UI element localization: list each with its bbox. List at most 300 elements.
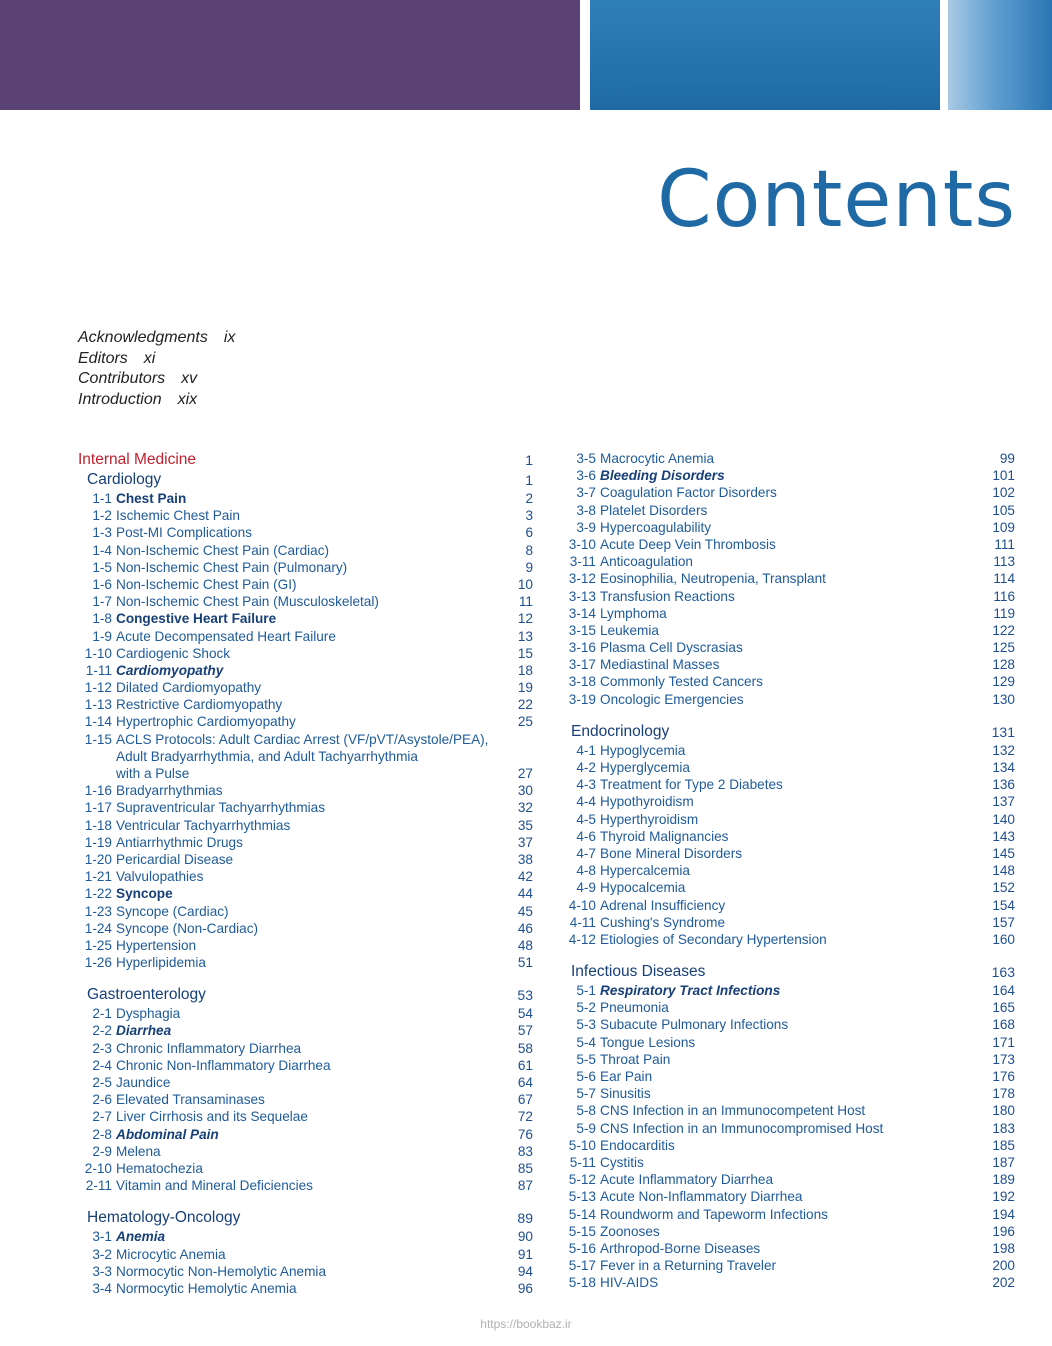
entry-title: CNS Infection in an Immunocompromised Host: [600, 1120, 884, 1136]
toc-entry[interactable]: [78, 799, 533, 816]
page-number: 94: [517, 1263, 533, 1279]
toc-entry[interactable]: [78, 1057, 533, 1074]
entry-title: Treatment for Type 2 Diabetes: [600, 777, 783, 793]
toc-entry[interactable]: [78, 696, 533, 713]
entry-title: Dysphagia: [116, 1006, 181, 1022]
toc-entry-continuation[interactable]: [78, 748, 533, 765]
entry-title: Subacute Pulmonary Infections: [600, 1017, 789, 1033]
toc-entry[interactable]: [78, 885, 533, 902]
toc-entry[interactable]: [562, 776, 1015, 793]
toc-entry[interactable]: [562, 1034, 1015, 1051]
page-number: 164: [992, 983, 1015, 999]
page-number: 72: [517, 1109, 533, 1125]
toc-entry[interactable]: [78, 903, 533, 920]
toc-entry[interactable]: [78, 868, 533, 885]
toc-entry[interactable]: [78, 645, 533, 662]
entry-number: 2-6: [92, 1092, 112, 1108]
entry-title: Throat Pain: [600, 1051, 671, 1067]
page-number: 96: [517, 1280, 533, 1296]
entry-title: Roundworm and Tapeworm Infections: [600, 1206, 828, 1222]
toc-entry[interactable]: [562, 639, 1015, 656]
page-number: 32: [517, 800, 533, 816]
entry-number: 1-1: [92, 491, 112, 506]
entry-title: Acute Non-Inflammatory Diarrhea: [600, 1189, 803, 1205]
page-number: 128: [992, 657, 1015, 673]
entry-title: Ventricular Tachyarrhythmias: [116, 817, 291, 833]
toc-entry[interactable]: [562, 1051, 1015, 1068]
entry-title: Chest Pain: [116, 491, 187, 506]
toc-entry[interactable]: [78, 1280, 533, 1297]
entry-number: 4-2: [576, 760, 596, 775]
entry-title: Acute Decompensated Heart Failure: [116, 628, 336, 644]
toc-entry[interactable]: [562, 742, 1015, 759]
page-number: 85: [517, 1160, 533, 1176]
page-number: 171: [992, 1034, 1015, 1050]
chapter-title: Cardiology: [87, 471, 162, 488]
entry-number: 4-5: [576, 811, 596, 827]
toc-entry-continuation[interactable]: [78, 765, 533, 782]
page-number: 154: [992, 897, 1015, 913]
page-number: 9: [525, 559, 533, 575]
page-number: 202: [992, 1275, 1015, 1291]
entry-title: Non-Ischemic Chest Pain (Musculoskeletal): [116, 594, 379, 610]
chapter-heading[interactable]: [78, 470, 533, 490]
entry-title: Anticoagulation: [600, 554, 693, 570]
chapter-title: Hematology-Oncology: [87, 1209, 241, 1227]
entry-title: Hypocalcemia: [600, 880, 686, 896]
entry-title: Acute Inflammatory Diarrhea: [600, 1172, 774, 1188]
front-matter-item[interactable]: [78, 390, 235, 411]
page-number: 90: [517, 1229, 533, 1245]
toc-entry[interactable]: [562, 1068, 1015, 1085]
entry-title: Coagulation Factor Disorders: [600, 485, 777, 501]
toc-entry[interactable]: [78, 1022, 533, 1039]
entry-title: Thyroid Malignancies: [600, 828, 729, 844]
entry-title: Melena: [116, 1143, 161, 1159]
page-number: 165: [992, 1000, 1015, 1016]
entry-number: 5-14: [568, 1206, 596, 1222]
page-number: 160: [992, 931, 1015, 947]
toc-entry[interactable]: [562, 982, 1015, 999]
entry-number: 2-5: [92, 1075, 112, 1090]
page-number: 196: [992, 1223, 1015, 1239]
page-number: 140: [992, 811, 1015, 827]
toc-entry[interactable]: [562, 845, 1015, 862]
toc-entry[interactable]: [78, 954, 533, 971]
toc-entry[interactable]: [562, 1240, 1015, 1257]
chapter-heading[interactable]: [78, 985, 533, 1005]
entry-number: 5-13: [568, 1189, 596, 1205]
entry-title: Transfusion Reactions: [600, 588, 735, 604]
toc-entry[interactable]: [562, 519, 1015, 536]
entry-number: 5-4: [576, 1034, 596, 1050]
entry-title: Abdominal Pain: [116, 1126, 219, 1142]
entry-number: 3-14: [568, 605, 596, 621]
entry-number: 4-1: [576, 742, 596, 758]
toc-entry[interactable]: [562, 605, 1015, 622]
entry-number: 4-9: [576, 880, 596, 896]
toc-entry[interactable]: [78, 1074, 533, 1091]
toc-entry[interactable]: [78, 679, 533, 696]
toc-entry[interactable]: [562, 1188, 1015, 1205]
page-number: 101: [992, 468, 1015, 484]
entry-title: Post-MI Complications: [116, 525, 252, 541]
entry-number: 1-6: [92, 576, 112, 592]
page-number: 64: [517, 1075, 533, 1090]
page-number: 83: [517, 1143, 533, 1159]
page-number: 109: [992, 519, 1015, 535]
entry-title: Acute Deep Vein Thrombosis: [600, 536, 776, 552]
entry-number: 2-8: [92, 1126, 112, 1142]
page-number: 25: [517, 714, 533, 730]
toc-entry[interactable]: [78, 937, 533, 954]
toc-entry[interactable]: [562, 811, 1015, 828]
toc-entry[interactable]: [78, 1091, 533, 1108]
page-number: 99: [999, 451, 1015, 466]
page-number: 91: [517, 1246, 533, 1262]
toc-entry[interactable]: [562, 588, 1015, 605]
page-number: 185: [992, 1137, 1015, 1153]
entry-number: 5-16: [568, 1240, 596, 1256]
toc-entry[interactable]: [78, 507, 533, 524]
toc-entry[interactable]: [562, 622, 1015, 639]
page-number: 157: [992, 914, 1015, 930]
toc-entry[interactable]: [78, 576, 533, 593]
toc-entry[interactable]: [562, 999, 1015, 1016]
entry-number: 1-13: [84, 697, 112, 713]
entry-number: 3-4: [92, 1280, 112, 1296]
entry-title: Zoonoses: [600, 1223, 660, 1239]
entry-number: 1-21: [84, 869, 112, 885]
chapter-title: Infectious Diseases: [571, 963, 706, 981]
entry-number: 1-20: [84, 851, 112, 867]
entry-number: 5-10: [568, 1137, 596, 1153]
entry-title: HIV-AIDS: [600, 1275, 659, 1291]
front-matter-page: xv: [181, 370, 198, 388]
entry-title: Adrenal Insufficiency: [600, 897, 726, 913]
entry-title: Normocytic Non-Hemolytic Anemia: [116, 1263, 327, 1279]
page-number: 67: [517, 1092, 533, 1108]
entry-title: Cystitis: [600, 1154, 644, 1170]
section-heading[interactable]: [78, 450, 533, 470]
page-number: 8: [525, 542, 533, 558]
page-number: 30: [517, 783, 533, 799]
toc-entry[interactable]: [562, 1274, 1015, 1291]
toc-entry[interactable]: [562, 1120, 1015, 1137]
entry-title: Chronic Inflammatory Diarrhea: [116, 1040, 302, 1056]
entry-number: 3-18: [568, 674, 596, 690]
entry-number: 1-3: [92, 525, 112, 541]
entry-title: ACLS Protocols: Adult Cardiac Arrest (VF/pVT/Asystole/PEA),: [116, 731, 489, 747]
page-number: 1: [525, 472, 533, 488]
toc-entry[interactable]: [562, 467, 1015, 484]
toc-entry[interactable]: [78, 1040, 533, 1057]
entry-title: Leukemia: [600, 622, 659, 638]
toc-entry[interactable]: [78, 1177, 533, 1194]
toc-entry[interactable]: [562, 450, 1015, 467]
entry-number: 3-5: [576, 451, 596, 466]
entry-title: Adult Bradyarrhythmia, and Adult Tachyarrhythmia: [116, 748, 418, 764]
page-number: 102: [992, 485, 1015, 501]
page-number: 198: [992, 1240, 1015, 1256]
page-number: 152: [992, 880, 1015, 896]
page-number: 19: [517, 680, 533, 696]
toc-entry[interactable]: [562, 828, 1015, 845]
front-matter-item[interactable]: [78, 349, 235, 370]
page-number: 200: [992, 1258, 1015, 1274]
entry-title: Liver Cirrhosis and its Sequelae: [116, 1109, 308, 1125]
entry-number: 5-5: [576, 1051, 596, 1067]
toc-entry[interactable]: [78, 782, 533, 799]
toc-entry[interactable]: [562, 1171, 1015, 1188]
entry-title: with a Pulse: [116, 766, 190, 781]
entry-number: 3-13: [568, 588, 596, 604]
entry-title: Pericardial Disease: [116, 851, 234, 867]
toc-entry[interactable]: [78, 542, 533, 559]
front-matter-item[interactable]: [78, 328, 235, 349]
entry-number: 3-12: [568, 571, 596, 587]
toc-entry[interactable]: [78, 610, 533, 627]
page-number: 130: [992, 691, 1015, 707]
entry-number: 1-16: [84, 783, 112, 799]
entry-title: Bone Mineral Disorders: [600, 845, 743, 861]
entry-title: Oncologic Emergencies: [600, 691, 744, 707]
entry-number: 3-6: [576, 468, 596, 484]
toc-entry[interactable]: [78, 834, 533, 851]
entry-number: 3-10: [568, 536, 596, 552]
entry-title: Hyperlipidemia: [116, 955, 206, 971]
toc-entry[interactable]: [78, 713, 533, 730]
entry-number: 5-18: [568, 1275, 596, 1291]
toc-entry[interactable]: [78, 662, 533, 679]
page-number: 22: [517, 697, 533, 713]
front-matter-label: Contributors: [78, 370, 166, 388]
toc-entry[interactable]: [562, 1085, 1015, 1102]
toc-entry[interactable]: [562, 691, 1015, 708]
toc-entry[interactable]: [78, 1246, 533, 1263]
toc-entry[interactable]: [78, 1143, 533, 1160]
page-number: 189: [992, 1172, 1015, 1188]
toc-entry[interactable]: [562, 931, 1015, 948]
page-number: 89: [517, 1210, 533, 1227]
entry-number: 5-3: [576, 1017, 596, 1033]
entry-title: Antiarrhythmic Drugs: [116, 834, 243, 850]
toc-entry[interactable]: [562, 1154, 1015, 1171]
page-number: 11: [518, 594, 533, 610]
section-page: 1: [525, 452, 533, 468]
entry-title: Respiratory Tract Infections: [600, 983, 781, 999]
entry-title: Platelet Disorders: [600, 502, 708, 518]
toc-entry[interactable]: [562, 570, 1015, 587]
toc-entry[interactable]: [562, 1206, 1015, 1223]
page-number: 18: [517, 662, 533, 678]
toc-entry[interactable]: [78, 593, 533, 610]
entry-title: Cardiomyopathy: [116, 662, 224, 678]
front-matter-item[interactable]: [78, 369, 235, 390]
entry-title: Bradyarrhythmias: [116, 783, 223, 799]
toc-entry[interactable]: [562, 1016, 1015, 1033]
toc-entry[interactable]: [562, 1102, 1015, 1119]
entry-title: Hypoglycemia: [600, 742, 686, 758]
toc-entry[interactable]: [562, 759, 1015, 776]
page-number: 173: [992, 1051, 1015, 1067]
entry-number: 4-8: [576, 863, 596, 879]
page-number: 122: [992, 622, 1015, 638]
section-spacer: [562, 708, 1015, 722]
entry-title: CNS Infection in an Immunocompetent Host: [600, 1103, 866, 1119]
toc-entry[interactable]: [562, 897, 1015, 914]
entry-title: Syncope (Cardiac): [116, 903, 229, 919]
toc-entry[interactable]: [562, 862, 1015, 879]
entry-title: Tongue Lesions: [600, 1034, 696, 1050]
entry-number: 2-1: [92, 1006, 112, 1022]
entry-title: Dilated Cardiomyopathy: [116, 680, 262, 696]
page-number: 132: [992, 742, 1015, 758]
page-number: 61: [517, 1057, 533, 1073]
entry-number: 5-1: [576, 983, 596, 999]
toc-entry[interactable]: [78, 628, 533, 645]
entry-number: 1-17: [84, 800, 112, 816]
entry-number: 2-4: [92, 1057, 112, 1073]
entry-number: 3-2: [92, 1246, 112, 1262]
entry-number: 1-2: [92, 508, 112, 524]
toc-entry[interactable]: [562, 914, 1015, 931]
toc-entry[interactable]: [562, 1257, 1015, 1274]
toc-entry[interactable]: [562, 656, 1015, 673]
section-title: Internal Medicine: [78, 451, 197, 468]
entry-title: Syncope (Non-Cardiac): [116, 920, 259, 936]
entry-number: 1-12: [84, 680, 112, 696]
page-number: 6: [525, 525, 533, 541]
entry-title: Lymphoma: [600, 605, 667, 621]
chapter-heading[interactable]: [78, 1208, 533, 1228]
entry-number: 1-7: [92, 594, 112, 610]
page-number: 129: [992, 674, 1015, 690]
entry-number: 2-3: [92, 1040, 112, 1056]
page-number: 194: [992, 1206, 1015, 1222]
toc-entry[interactable]: [78, 524, 533, 541]
toc-entry[interactable]: [562, 484, 1015, 501]
page-number: 119: [993, 605, 1015, 621]
entry-number: 2-9: [92, 1143, 112, 1159]
page-number: 12: [517, 611, 533, 627]
entry-number: 3-7: [576, 485, 596, 501]
page-number: 3: [525, 508, 533, 524]
section-spacer: [562, 948, 1015, 962]
toc-column-left: [78, 450, 533, 1297]
page-number: 27: [517, 766, 533, 781]
entry-title: Microcytic Anemia: [116, 1246, 226, 1262]
entry-title: Eosinophilia, Neutropenia, Transplant: [600, 571, 826, 587]
entry-number: 5-9: [576, 1120, 596, 1136]
toc-entry[interactable]: [78, 1005, 533, 1022]
entry-number: 1-24: [84, 920, 112, 936]
toc-entry[interactable]: [78, 817, 533, 834]
chapter-heading[interactable]: [562, 722, 1015, 742]
toc-entry[interactable]: [78, 1160, 533, 1177]
page-number: 136: [992, 777, 1015, 793]
entry-title: Jaundice: [116, 1075, 171, 1090]
entry-title: Hyperthyroidism: [600, 811, 699, 827]
page-number: 13: [517, 628, 533, 644]
toc-entry[interactable]: [562, 1137, 1015, 1154]
page-number: 87: [517, 1178, 533, 1194]
page-title: Contents: [657, 155, 1016, 245]
entry-title: Restrictive Cardiomyopathy: [116, 697, 283, 713]
front-matter-label: Editors: [78, 349, 128, 367]
page-number: 58: [517, 1040, 533, 1056]
toc-entry[interactable]: [78, 559, 533, 576]
page-number: 44: [517, 886, 533, 902]
page-number: 180: [992, 1103, 1015, 1119]
toc-entry[interactable]: [562, 536, 1015, 553]
front-matter-page: xi: [143, 349, 156, 367]
entry-title: Hematochezia: [116, 1160, 203, 1176]
chapter-heading[interactable]: [562, 962, 1015, 982]
entry-title: Cushing's Syndrome: [600, 914, 725, 930]
entry-number: 5-12: [568, 1172, 596, 1188]
toc-entry[interactable]: [78, 490, 533, 507]
entry-title: Elevated Transaminases: [116, 1092, 265, 1108]
toc-entry[interactable]: [78, 851, 533, 868]
toc-entry[interactable]: [562, 673, 1015, 690]
toc-entry[interactable]: [562, 879, 1015, 896]
toc-entry[interactable]: [78, 1126, 533, 1143]
page-number: 38: [517, 851, 533, 867]
toc-entry[interactable]: [78, 1228, 533, 1245]
entry-number: 1-8: [92, 611, 112, 627]
entry-number: 5-15: [568, 1223, 596, 1239]
entry-number: 3-15: [568, 622, 596, 638]
toc-entry[interactable]: [562, 793, 1015, 810]
page-number: 76: [517, 1126, 533, 1142]
header-band-blue: [590, 0, 940, 110]
entry-title: Non-Ischemic Chest Pain (GI): [116, 576, 297, 592]
page-number: 116: [993, 588, 1015, 604]
toc-entry[interactable]: [562, 502, 1015, 519]
entry-title: Pneumonia: [600, 1000, 669, 1016]
entry-number: 1-26: [84, 955, 112, 971]
page-number: 148: [992, 863, 1015, 879]
toc-entry[interactable]: [78, 1108, 533, 1125]
section-spacer: [78, 971, 533, 985]
entry-title: Anemia: [116, 1229, 166, 1245]
entry-title: Endocarditis: [600, 1137, 675, 1153]
front-matter-label: Introduction: [78, 391, 162, 409]
toc-entry[interactable]: [562, 1223, 1015, 1240]
entry-title: Hypertension: [116, 937, 197, 953]
entry-title: Commonly Tested Cancers: [600, 674, 763, 690]
page-number: 54: [517, 1006, 533, 1022]
entry-title: Ischemic Chest Pain: [116, 508, 240, 524]
entry-title: Normocytic Hemolytic Anemia: [116, 1280, 297, 1296]
entry-number: 1-23: [84, 903, 112, 919]
entry-number: 5-17: [568, 1258, 596, 1274]
page-number: 10: [517, 576, 533, 592]
page-number: 163: [991, 964, 1015, 981]
entry-number: 3-11: [569, 554, 596, 570]
entry-number: 1-11: [85, 662, 112, 678]
toc-entry[interactable]: [562, 553, 1015, 570]
page-number: 45: [517, 903, 533, 919]
toc-entry[interactable]: [78, 1263, 533, 1280]
toc-entry[interactable]: [78, 920, 533, 937]
entry-title: Bleeding Disorders: [600, 468, 725, 484]
page-number: 46: [517, 920, 533, 936]
entry-title: Macrocytic Anemia: [600, 451, 715, 466]
entry-title: Non-Ischemic Chest Pain (Cardiac): [116, 542, 330, 558]
toc-entry[interactable]: [78, 731, 533, 748]
